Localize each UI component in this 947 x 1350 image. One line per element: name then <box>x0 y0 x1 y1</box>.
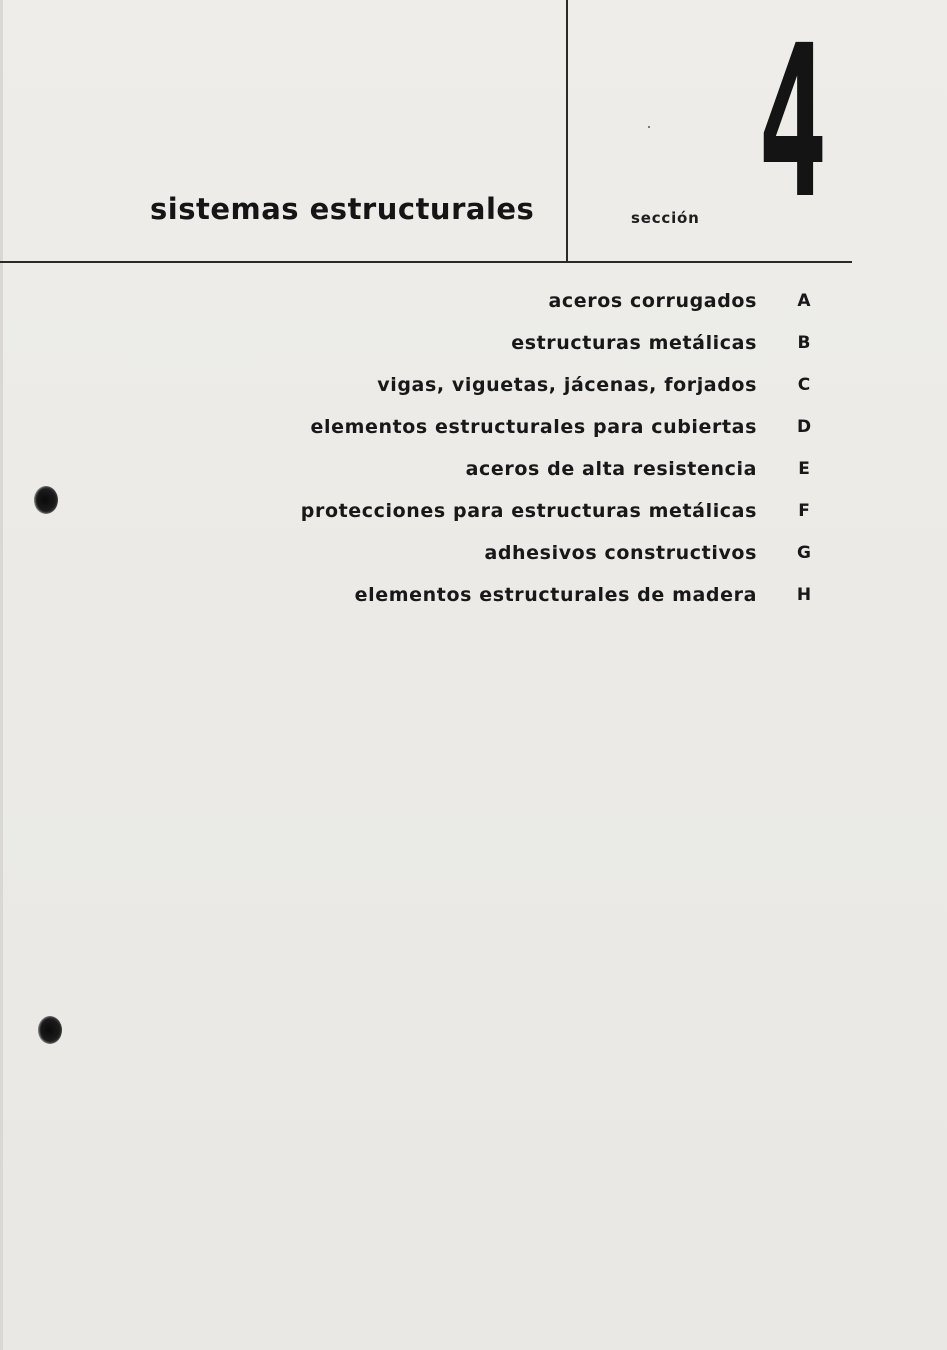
index-letter: E <box>798 459 810 479</box>
index-row-d <box>0 412 947 454</box>
page-edge <box>0 0 3 1350</box>
index-letter: C <box>797 375 811 395</box>
index-letter: B <box>797 333 811 353</box>
index-row-g <box>0 538 947 580</box>
index-letter: A <box>797 291 811 311</box>
index-label: adhesivos constructivos <box>484 542 757 564</box>
vertical-divider <box>566 0 568 262</box>
section-label: sección <box>631 209 700 227</box>
section-index <box>0 286 947 622</box>
index-label: aceros corrugados <box>548 290 757 312</box>
index-label: elementos estructurales para cubiertas <box>310 416 757 438</box>
index-row-f <box>0 496 947 538</box>
section-title: sistemas estructurales <box>150 192 535 226</box>
index-letter: D <box>796 417 812 437</box>
horizontal-divider <box>0 261 852 263</box>
index-label: estructuras metálicas <box>511 332 757 354</box>
paper-speck <box>648 126 650 128</box>
binder-punch-hole <box>34 486 58 514</box>
index-label: vigas, viguetas, jácenas, forjados <box>377 374 757 396</box>
index-row-c <box>0 370 947 412</box>
index-label: aceros de alta resistencia <box>465 458 757 480</box>
binder-punch-hole <box>38 1016 62 1044</box>
index-row-b <box>0 328 947 370</box>
index-letter: H <box>796 585 812 605</box>
index-row-e <box>0 454 947 496</box>
index-row-h <box>0 580 947 622</box>
index-letter: G <box>797 543 811 563</box>
index-row-a <box>0 286 947 328</box>
index-letter: F <box>798 501 810 521</box>
section-number: 4 <box>758 0 826 245</box>
index-label: protecciones para estructuras metálicas <box>300 500 757 522</box>
index-label: elementos estructurales de madera <box>354 584 757 606</box>
